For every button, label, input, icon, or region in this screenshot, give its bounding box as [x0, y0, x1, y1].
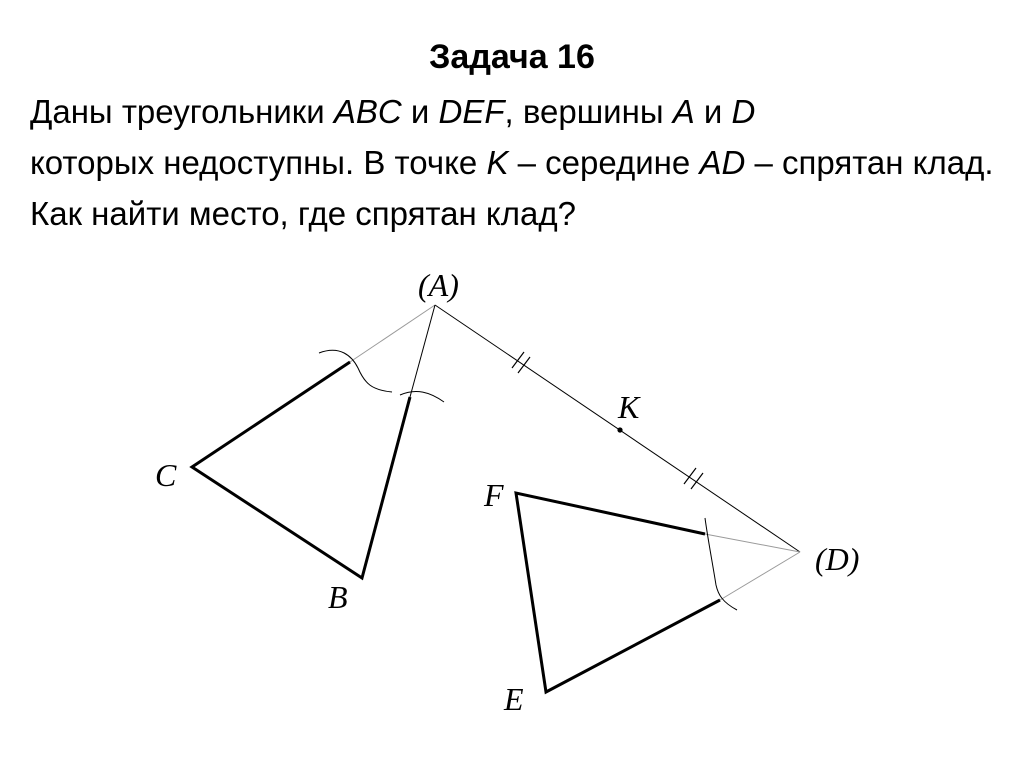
label-f: F: [484, 477, 504, 513]
triangle-def: [516, 493, 720, 692]
label-k: K: [618, 389, 640, 425]
arc-near-c: [319, 350, 392, 392]
label-c: C: [155, 457, 177, 493]
problem-statement: Даны треугольники ABC и DEF, вершины A и D которых недоступны. В точке K – середине AD – спрятан клад. Как найти место, где спрятан клад?: [30, 93, 994, 232]
label-a: (A): [418, 267, 459, 303]
point-k: [617, 427, 622, 432]
tick-marks-upper: [512, 352, 530, 373]
label-e: E: [504, 681, 524, 717]
extension-fd: [705, 534, 800, 552]
problem-title: Задача 16: [429, 38, 595, 76]
triangle-abc: [192, 362, 410, 578]
extension-ed: [720, 552, 800, 600]
arc-near-b: [400, 391, 444, 402]
label-b: B: [328, 579, 348, 615]
tick-marks-lower: [684, 468, 703, 489]
arc-near-f: [705, 518, 737, 610]
label-d: (D): [815, 541, 860, 577]
